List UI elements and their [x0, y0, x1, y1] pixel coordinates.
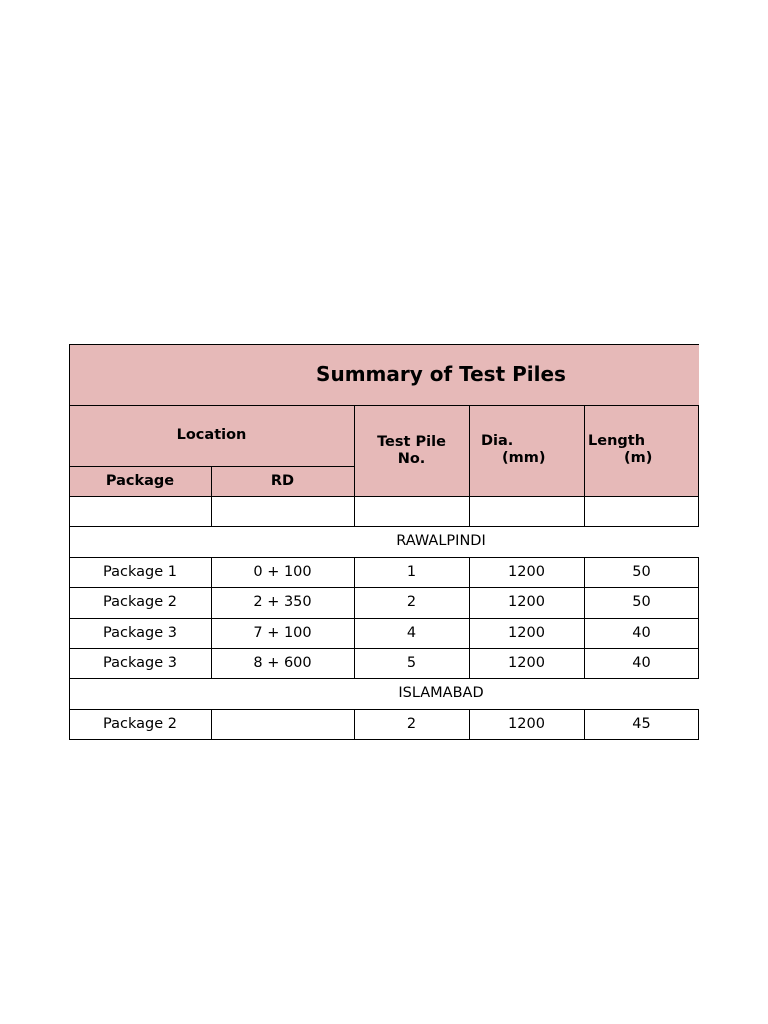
- pile-no-cell: 5: [406, 654, 417, 671]
- grid-line: [69, 587, 699, 588]
- grid-line: [584, 557, 585, 679]
- grid-line: [469, 405, 470, 527]
- grid-line: [211, 466, 212, 527]
- grid-line: [584, 405, 585, 527]
- grid-line: [69, 405, 699, 406]
- grid-line: [211, 709, 212, 740]
- table-title: Summary of Test Piles: [316, 362, 566, 386]
- dia-cell: 1200: [508, 594, 545, 610]
- location-header: [69, 405, 354, 466]
- grid-line: [69, 557, 699, 558]
- grid-line: [469, 557, 470, 679]
- grid-line: [69, 648, 699, 649]
- pile-no-cell: 4: [406, 624, 417, 641]
- pile-no-cell: 2: [406, 716, 417, 732]
- length-cell: 45: [632, 716, 651, 732]
- grid-line: [69, 678, 699, 679]
- package-header: [69, 466, 211, 496]
- package-cell: Package 3: [103, 654, 177, 671]
- package-cell: Package 2: [103, 594, 177, 610]
- package-header-label: Package: [105, 472, 175, 489]
- pile-no-cell: 2: [406, 594, 417, 610]
- test-pile-header: [354, 405, 469, 496]
- grid-line: [354, 709, 355, 740]
- grid-line: [69, 618, 699, 619]
- location-header-label: Location: [176, 427, 247, 443]
- dia-header: [469, 405, 584, 496]
- dia-cell: 1200: [508, 654, 545, 671]
- package-cell: Package 1: [103, 563, 177, 580]
- length-cell: 40: [632, 654, 651, 671]
- section-name: RAWALPINDI: [396, 533, 486, 549]
- rd-header-label: RD: [270, 472, 295, 489]
- grid-line: [698, 405, 699, 527]
- length-header: [584, 405, 699, 496]
- length-header-line1: Length: [588, 433, 646, 449]
- grid-line: [69, 526, 699, 527]
- section-name: ISLAMABAD: [398, 685, 484, 701]
- section-heading-islamabad: [69, 678, 699, 709]
- length-cell: 50: [632, 594, 651, 610]
- grid-line: [354, 405, 355, 527]
- grid-line: [69, 709, 699, 710]
- length-cell: 50: [632, 563, 651, 580]
- test-pile-header-line1: Test Pile: [377, 433, 446, 450]
- test-pile-header-line2: No.: [397, 450, 426, 467]
- grid-line: [584, 709, 585, 740]
- package-cell: Package 2: [103, 716, 177, 732]
- package-cell: Package 3: [103, 624, 177, 641]
- grid-line: [211, 557, 212, 679]
- rd-cell: 8 + 600: [253, 654, 312, 671]
- dia-cell: 1200: [508, 624, 545, 641]
- title-cell: [69, 344, 699, 405]
- dia-cell: 1200: [508, 563, 545, 580]
- pile-no-cell: 1: [406, 563, 417, 580]
- grid-line: [69, 496, 699, 497]
- grid-line: [698, 709, 699, 740]
- test-piles-table: [69, 344, 699, 740]
- rd-cell: 2 + 350: [253, 594, 312, 610]
- dia-cell: 1200: [508, 716, 545, 732]
- grid-line: [69, 344, 70, 740]
- rd-cell: 7 + 100: [253, 624, 312, 641]
- grid-line: [69, 344, 699, 345]
- section-heading-rawalpindi: [69, 526, 699, 557]
- rd-cell: 0 + 100: [253, 563, 312, 580]
- dia-header-line2: (mm): [502, 450, 546, 466]
- dia-header-line1: Dia.: [481, 433, 514, 449]
- grid-line: [354, 557, 355, 679]
- rd-header: [211, 466, 354, 496]
- grid-line: [698, 557, 699, 679]
- length-header-line2: (m): [624, 450, 653, 466]
- grid-line: [469, 709, 470, 740]
- grid-line: [69, 739, 699, 740]
- length-cell: 40: [632, 624, 651, 641]
- rd-cell: [211, 709, 354, 740]
